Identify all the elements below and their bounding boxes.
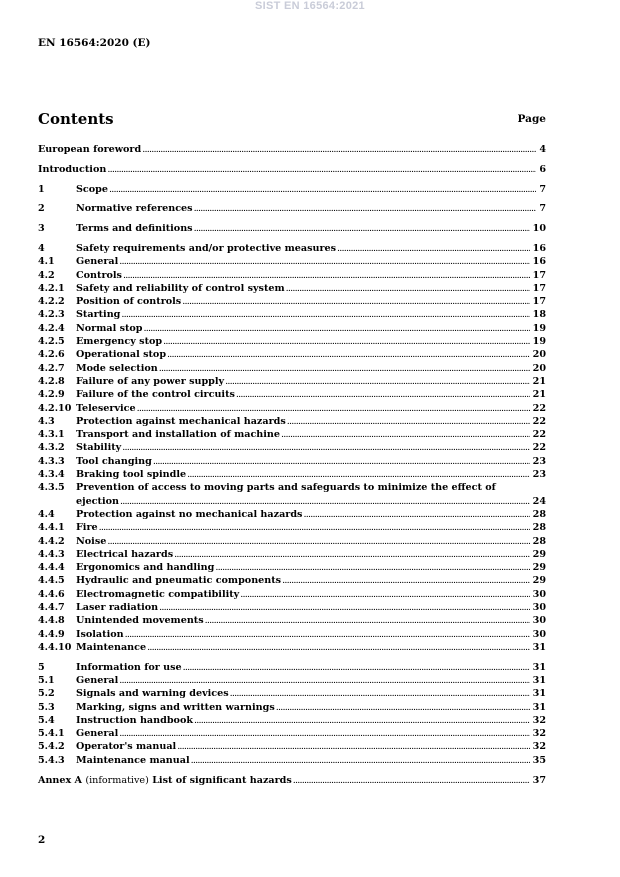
- toc-entry-page: 30: [532, 602, 546, 613]
- dot-leader: [119, 674, 529, 687]
- toc-entry[interactable]: [38, 641, 546, 654]
- toc-entry-page: 37: [532, 774, 546, 786]
- toc-entry[interactable]: [38, 468, 546, 481]
- toc-entry-title: Stability: [76, 442, 122, 454]
- toc-entry-title: Maintenance manual: [76, 754, 190, 766]
- toc-entry-title: Failure of any power supply: [76, 375, 225, 387]
- dot-leader: [225, 375, 530, 388]
- toc-entry-page: 29: [532, 562, 546, 574]
- dot-leader: [287, 415, 530, 428]
- toc-entry-number: 4.4.1: [38, 522, 65, 534]
- dot-leader: [107, 535, 529, 548]
- toc-entry-text: [76, 335, 546, 348]
- toc-entry[interactable]: [38, 508, 546, 521]
- toc-entry-page: 22: [532, 402, 546, 414]
- toc-entry-number: 4.4.9: [38, 628, 65, 640]
- toc-entry-number: 4.2.6: [38, 349, 65, 361]
- toc-entry-page: 23: [532, 455, 546, 467]
- toc-entry[interactable]: [38, 375, 546, 388]
- toc-entry[interactable]: [38, 163, 546, 176]
- toc-entry-number: 4.3.2: [38, 442, 65, 454]
- toc-entry-title: Ergonomics and handling: [76, 562, 215, 574]
- toc-entry-text: [76, 402, 546, 415]
- toc-entry-text: [76, 183, 546, 196]
- dot-leader: [303, 508, 529, 521]
- toc-entry[interactable]: [38, 661, 546, 674]
- toc-entry-number: 4.4.8: [38, 615, 65, 627]
- toc-entry-number: 1: [38, 183, 45, 195]
- toc-entry-page: 22: [532, 429, 546, 441]
- toc-entry-number: 4: [38, 242, 45, 254]
- toc-entry[interactable]: [38, 561, 546, 574]
- toc-entry-text: [76, 574, 546, 587]
- toc-entry-title: Prevention of access to moving parts and safeguards to minimize the effect of: [76, 482, 496, 494]
- toc-entry-page: 10: [532, 223, 546, 235]
- toc-entry-title: Safety requirements and/or protective measures: [76, 242, 337, 254]
- toc-entry-title: Terms and definitions: [76, 223, 193, 235]
- toc-entry-text: [76, 628, 546, 641]
- dot-leader: [177, 740, 529, 753]
- toc-entry-title: Emergency stop: [76, 336, 163, 348]
- toc-title: Contents: [38, 110, 114, 128]
- toc-entry-text: [76, 388, 546, 401]
- toc-entry[interactable]: [38, 548, 546, 561]
- toc-entry-page: 7: [539, 183, 546, 195]
- toc-header: [38, 110, 546, 130]
- toc-entry-text: [76, 362, 546, 375]
- toc-entry[interactable]: [38, 740, 546, 753]
- toc-entry-page: 29: [532, 575, 546, 587]
- toc-entry-page: 21: [532, 389, 546, 401]
- toc-entry-number: 2: [38, 203, 45, 215]
- watermark: SIST EN 16564:2021: [255, 0, 365, 12]
- toc-entry[interactable]: [38, 774, 546, 787]
- toc-entry-title: Normal stop: [76, 322, 143, 334]
- dot-leader: [293, 774, 530, 787]
- toc-entry-number: 4.4.6: [38, 588, 65, 600]
- toc-entry-text: [76, 535, 546, 548]
- toc-entry[interactable]: [38, 601, 546, 614]
- toc-entry-page: 22: [532, 415, 546, 427]
- toc-entry-number: 4.1: [38, 256, 55, 268]
- toc-entry-number: 4.2: [38, 269, 55, 281]
- dot-leader: [99, 521, 530, 534]
- toc-entry-text: [76, 588, 546, 601]
- toc-entry-number: 5.4: [38, 714, 55, 726]
- toc-entry-number: 4.3.3: [38, 455, 65, 467]
- toc-entry-text: [76, 455, 546, 468]
- toc-entry[interactable]: [38, 687, 546, 700]
- toc-entry-number: 4.2.4: [38, 322, 65, 334]
- toc-entry-page: 17: [532, 296, 546, 308]
- toc-entry-title: General: [76, 674, 119, 686]
- dot-leader: [107, 163, 536, 176]
- toc-entry-number: 5.1: [38, 674, 55, 686]
- toc-entry-text: [76, 415, 546, 428]
- dot-leader: [240, 588, 529, 601]
- toc-entry-text: [76, 202, 546, 215]
- toc-entry-number: 5.3: [38, 701, 55, 713]
- toc-entry-number: 4.4.4: [38, 562, 65, 574]
- toc-entry-title: Information for use: [76, 661, 182, 673]
- toc-entry-title: Laser radiation: [76, 602, 159, 613]
- toc-entry-text: [76, 508, 546, 521]
- dot-leader: [122, 441, 529, 454]
- toc-entry[interactable]: [38, 415, 546, 428]
- toc-entry-page: 29: [532, 548, 546, 560]
- toc-entry-page: 21: [532, 375, 546, 387]
- toc-entry-text: [76, 375, 546, 388]
- toc-entry-title: Electrical hazards: [76, 548, 174, 560]
- toc-entry-text: [76, 641, 546, 654]
- toc-entry[interactable]: [38, 388, 546, 401]
- toc-entry[interactable]: [38, 143, 546, 156]
- toc-entry-page: 32: [532, 741, 546, 753]
- toc-entry-page: 20: [532, 349, 546, 361]
- toc-entry[interactable]: [38, 754, 546, 767]
- dot-leader: [147, 641, 530, 654]
- toc-entry-title: Unintended movements: [76, 615, 204, 627]
- toc-entry[interactable]: [38, 674, 546, 687]
- toc-entry-title: Tool changing: [76, 455, 152, 467]
- toc-entry-number: 4.4.3: [38, 548, 65, 560]
- toc-entry[interactable]: [38, 362, 546, 375]
- toc-entry-title: Maintenance: [76, 641, 147, 653]
- toc-entry-text: [76, 269, 546, 282]
- toc-entry-text: [76, 754, 546, 767]
- toc-entry-text: [76, 521, 546, 534]
- toc-entry-page: 35: [532, 754, 546, 766]
- toc-entry[interactable]: [38, 402, 546, 415]
- toc-entry-text: [76, 740, 546, 753]
- toc-entry[interactable]: [38, 535, 546, 548]
- toc-entry-number: 5: [38, 661, 45, 673]
- toc-entry[interactable]: [38, 202, 546, 215]
- toc-entry-page: 30: [532, 615, 546, 627]
- dot-leader: [120, 495, 530, 508]
- dot-leader: [167, 348, 530, 361]
- toc-entry-title: Noise: [76, 535, 107, 547]
- toc-entry[interactable]: [38, 441, 546, 454]
- toc-entry-text: [76, 322, 546, 335]
- annex-type: (informative): [85, 774, 149, 786]
- toc-entry-text: [76, 601, 546, 614]
- toc-entry[interactable]: [38, 628, 546, 641]
- toc-entry-number: 4.2.7: [38, 362, 65, 374]
- toc-entry-text: [76, 255, 546, 268]
- toc-entry-number: 5.4.3: [38, 754, 65, 766]
- toc-entry-title: General: [76, 728, 119, 740]
- toc-entry-page: 6: [539, 163, 546, 175]
- toc-entry-title: Isolation: [76, 628, 124, 640]
- toc-entry-page: 32: [532, 714, 546, 726]
- dot-leader: [282, 574, 530, 587]
- dot-leader: [286, 282, 530, 295]
- toc-entry-title: Signals and warning devices: [76, 688, 229, 700]
- toc-entry-page: 18: [532, 309, 546, 321]
- toc-entry-title: Operator's manual: [76, 741, 177, 753]
- toc-entry-page: 19: [532, 322, 546, 334]
- dot-leader: [205, 614, 530, 627]
- toc-entry-number: 4.4.5: [38, 575, 65, 587]
- toc-entry-text: [38, 774, 546, 787]
- toc-entry[interactable]: [38, 282, 546, 295]
- dot-leader: [174, 548, 530, 561]
- table-of-contents: [38, 143, 546, 787]
- toc-entry-text: [76, 428, 546, 441]
- toc-entry-title: Introduction: [38, 163, 107, 175]
- toc-entry-page: 4: [539, 144, 546, 155]
- dot-leader: [121, 308, 529, 321]
- dot-leader: [137, 402, 530, 415]
- toc-entry-page: 22: [532, 442, 546, 454]
- toc-entry-page: 32: [532, 728, 546, 740]
- toc-entry[interactable]: [38, 714, 546, 727]
- toc-entry-number: 4.3.1: [38, 429, 65, 441]
- toc-entry-page: 31: [532, 674, 546, 686]
- toc-entry-title: Operational stop: [76, 349, 167, 361]
- toc-entry[interactable]: [38, 242, 546, 255]
- toc-entry-number: 4.2.5: [38, 336, 65, 348]
- toc-entry-text: [76, 674, 546, 687]
- toc-entry-number: 5.4.2: [38, 741, 65, 753]
- dot-leader: [215, 561, 529, 574]
- toc-entry[interactable]: [38, 322, 546, 335]
- toc-entry-page: 19: [532, 336, 546, 348]
- toc-entry-title: Safety and reliability of control system: [76, 282, 285, 294]
- toc-entry-page: 28: [532, 522, 546, 534]
- toc-entry-text: [76, 222, 546, 235]
- dot-leader: [182, 295, 529, 308]
- toc-entry-title: Fire: [76, 522, 98, 534]
- toc-entry-number: 5.2: [38, 688, 55, 700]
- toc-entry[interactable]: [38, 574, 546, 587]
- toc-entry-text: [76, 308, 546, 321]
- toc-entry-title: [38, 774, 292, 787]
- dot-leader: [194, 714, 530, 727]
- toc-entry-number: 4.4.7: [38, 602, 65, 613]
- dot-leader: [236, 388, 530, 401]
- dot-leader: [337, 242, 530, 255]
- toc-entry-text: [38, 163, 546, 176]
- toc-entry-page: 16: [532, 256, 546, 268]
- toc-entry-number: 4.3.4: [38, 469, 65, 481]
- dot-leader: [144, 322, 530, 335]
- toc-page-column-header: Page: [517, 113, 546, 125]
- toc-entry[interactable]: [38, 588, 546, 601]
- dot-leader: [119, 727, 529, 740]
- toc-entry-title: Scope: [76, 183, 108, 195]
- toc-entry-title: Protection against no mechanical hazards: [76, 508, 303, 520]
- toc-entry-title: General: [76, 256, 119, 268]
- toc-entry[interactable]: [38, 335, 546, 348]
- toc-entry-page: 30: [532, 628, 546, 640]
- toc-entry-text: [76, 282, 546, 295]
- dot-leader: [281, 428, 530, 441]
- dot-leader: [125, 628, 530, 641]
- toc-entry-number: 4.2.9: [38, 389, 65, 401]
- toc-entry[interactable]: [38, 455, 546, 468]
- toc-entry-page: 17: [532, 269, 546, 281]
- toc-entry-page: 28: [532, 508, 546, 520]
- toc-entry-page: 31: [532, 701, 546, 713]
- toc-entry-text: [76, 687, 546, 700]
- dot-leader: [230, 687, 530, 700]
- toc-entry-title: Failure of the control circuits: [76, 389, 235, 401]
- toc-entry-page: 31: [532, 661, 546, 673]
- toc-entry-page: 16: [532, 242, 546, 254]
- toc-entry-number: 4.4.10: [38, 641, 72, 653]
- toc-entry-page: 7: [539, 203, 546, 215]
- toc-entry-page: 17: [532, 282, 546, 294]
- dot-leader: [159, 601, 529, 614]
- toc-entry[interactable]: [38, 481, 546, 494]
- toc-entry[interactable]: [38, 495, 546, 508]
- toc-entry-title: ejection: [76, 495, 119, 507]
- toc-entry[interactable]: [38, 614, 546, 627]
- toc-entry[interactable]: [38, 521, 546, 534]
- toc-entry-number: 4.2.1: [38, 282, 65, 294]
- toc-entry-title: Teleservice: [76, 402, 136, 414]
- toc-entry-text: [76, 495, 546, 508]
- toc-entry-page: 28: [532, 535, 546, 547]
- toc-entry[interactable]: [38, 701, 546, 714]
- toc-entry-number: 3: [38, 223, 45, 235]
- toc-entry-title: Protection against mechanical hazards: [76, 415, 286, 427]
- toc-entry[interactable]: [38, 295, 546, 308]
- toc-entry-title: Braking tool spindle: [76, 469, 187, 481]
- toc-entry-title: Normative references: [76, 203, 193, 215]
- toc-entry[interactable]: [38, 428, 546, 441]
- toc-entry-text: [76, 701, 546, 714]
- toc-entry-title: European foreword: [38, 144, 142, 155]
- toc-entry-text: [76, 548, 546, 561]
- toc-entry-page: 20: [532, 362, 546, 374]
- toc-entry-text: [76, 348, 546, 361]
- toc-entry-text: [76, 714, 546, 727]
- toc-entry-number: 4.2.2: [38, 296, 65, 308]
- dot-leader: [142, 143, 536, 156]
- toc-entry[interactable]: [38, 348, 546, 361]
- dot-leader: [159, 362, 530, 375]
- toc-entry[interactable]: [38, 222, 546, 235]
- toc-entry-text: [76, 242, 546, 255]
- toc-entry-text: [38, 143, 546, 156]
- toc-entry-page: 31: [532, 688, 546, 700]
- toc-entry-number: 4.4.2: [38, 535, 65, 547]
- document-id: EN 16564:2020 (E): [38, 37, 151, 49]
- toc-entry-title: Electromagnetic compatibility: [76, 588, 240, 600]
- toc-entry-title: Controls: [76, 269, 122, 281]
- toc-entry-number: 4.2.10: [38, 402, 72, 414]
- annex-label: Annex A: [38, 774, 83, 786]
- dot-leader: [194, 202, 537, 215]
- toc-entry-page: 30: [532, 588, 546, 600]
- toc-entry-title: Instruction handbook: [76, 714, 193, 726]
- toc-entry[interactable]: [38, 308, 546, 321]
- toc-entry[interactable]: [38, 269, 546, 282]
- toc-entry-title: Position of controls: [76, 296, 182, 308]
- annex-title: List of significant hazards: [152, 774, 292, 786]
- toc-entry-page: 24: [532, 495, 546, 507]
- toc-entry-number: 4.3.5: [38, 482, 65, 494]
- toc-entry[interactable]: [38, 255, 546, 268]
- toc-entry-text: [76, 441, 546, 454]
- dot-leader: [163, 335, 530, 348]
- toc-entry-number: 4.4: [38, 508, 55, 520]
- toc-entry[interactable]: [38, 727, 546, 740]
- toc-entry-text: [76, 614, 546, 627]
- toc-entry-text: [76, 727, 546, 740]
- dot-leader: [119, 255, 529, 268]
- toc-entry-number: 5.4.1: [38, 728, 65, 740]
- toc-entry-number: 4.3: [38, 415, 55, 427]
- toc-entry[interactable]: [38, 183, 546, 196]
- toc-entry-text: [76, 295, 546, 308]
- dot-leader: [183, 661, 530, 674]
- dot-leader: [153, 455, 530, 468]
- page-number: 2: [38, 834, 46, 846]
- toc-entry-text: [76, 561, 546, 574]
- toc-entry-page: 23: [532, 469, 546, 481]
- toc-entry-text: [76, 661, 546, 674]
- toc-entry-title: Hydraulic and pneumatic components: [76, 575, 282, 587]
- dot-leader: [276, 701, 530, 714]
- dot-leader: [191, 754, 530, 767]
- toc-entry-title: Marking, signs and written warnings: [76, 701, 275, 713]
- toc-entry-number: 4.2.8: [38, 375, 65, 387]
- toc-entry-title: Mode selection: [76, 362, 158, 374]
- toc-entry-number: 4.2.3: [38, 309, 65, 321]
- toc-entry-title: Starting: [76, 309, 121, 321]
- toc-entry-text: [76, 481, 546, 494]
- toc-entry-text: [76, 468, 546, 481]
- toc-entry-page: 31: [532, 641, 546, 653]
- dot-leader: [109, 183, 536, 196]
- dot-leader: [123, 269, 530, 282]
- dot-leader: [194, 222, 530, 235]
- toc-entry-title: Transport and installation of machine: [76, 429, 280, 441]
- dot-leader: [187, 468, 530, 481]
